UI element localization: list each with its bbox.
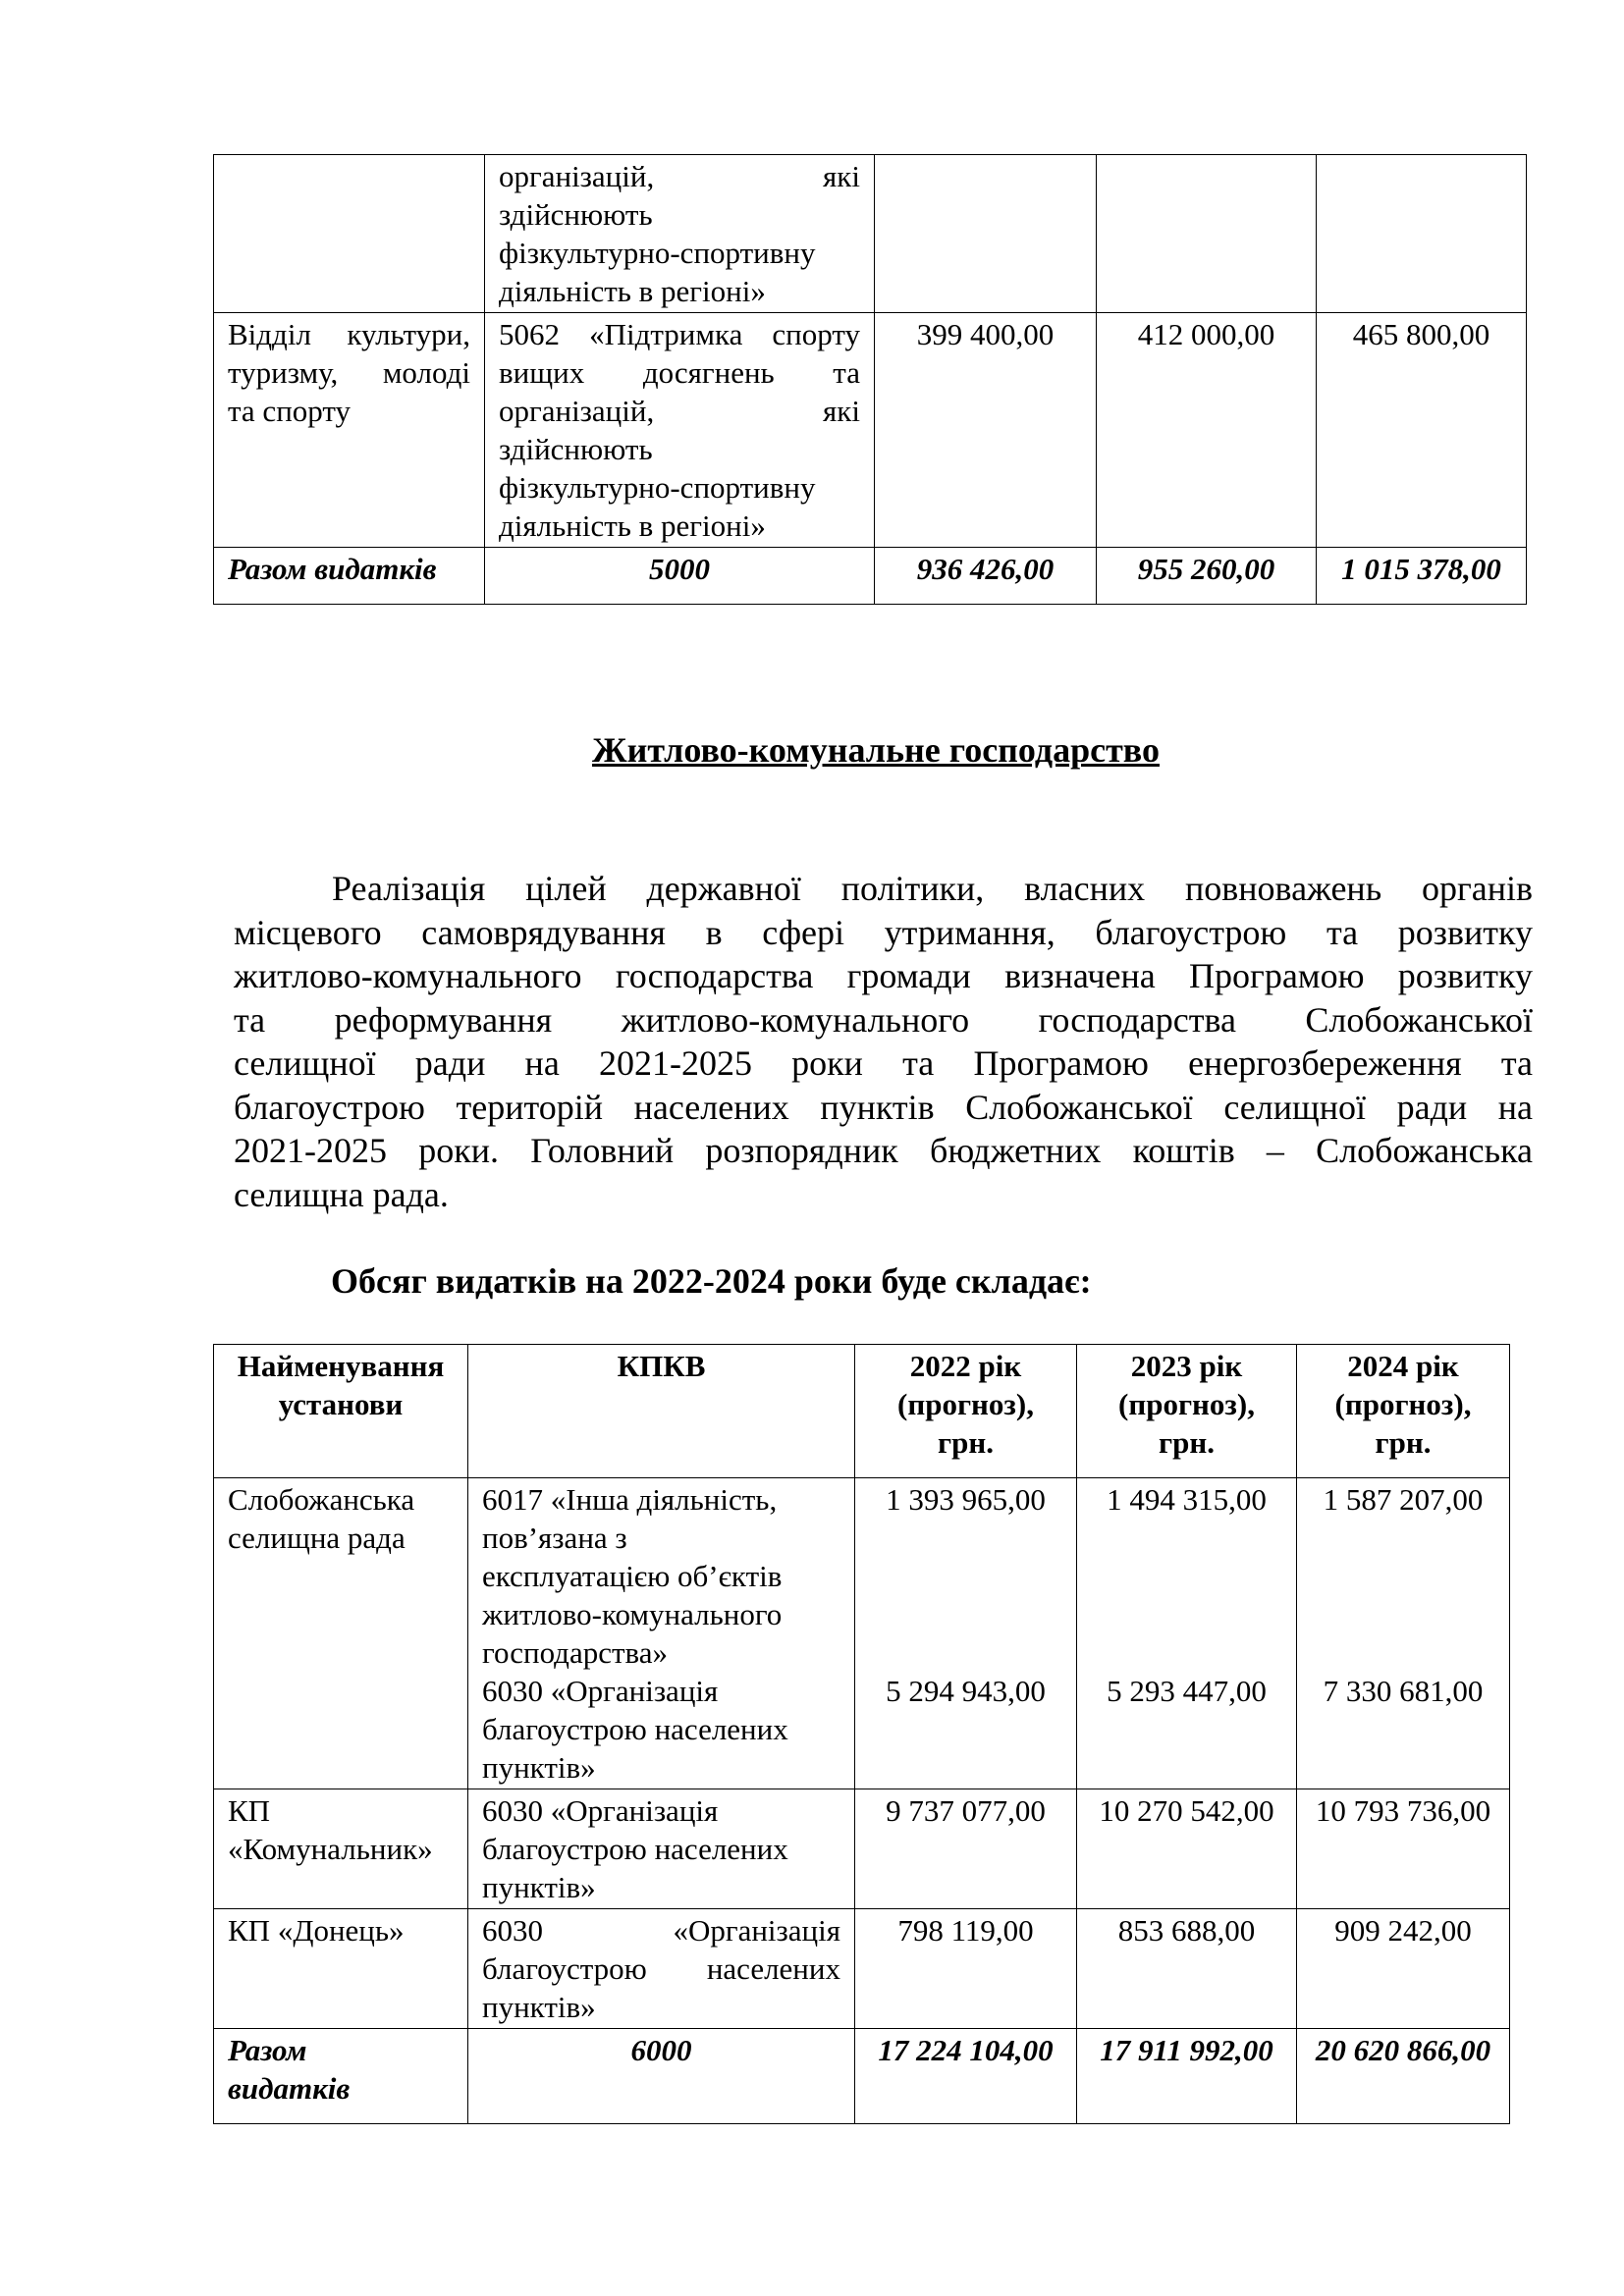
value-2022-cell: 798 119,00 bbox=[855, 1909, 1077, 2029]
kpkv-line: організацій, які bbox=[499, 159, 860, 193]
total-2024: 20 620 866,00 bbox=[1297, 2029, 1510, 2124]
kpkv-line: фізкультурно-спортивну bbox=[499, 470, 816, 505]
total-2023: 17 911 992,00 bbox=[1077, 2029, 1297, 2124]
value-2022-cell: 1 393 965,00 5 294 943,00 bbox=[855, 1478, 1077, 1789]
sport-expenses-table bbox=[213, 154, 1527, 605]
value-2023-cell: 1 494 315,00 5 293 447,00 bbox=[1077, 1478, 1297, 1789]
section-heading: Житлово-комунальне господарство bbox=[592, 730, 1160, 770]
table-row bbox=[214, 155, 1527, 313]
kpkv-line: 5062 «Підтримка спорту bbox=[499, 317, 860, 351]
paragraph-line: Реалізація цілей державної політики, власних повноважень органів bbox=[332, 869, 1533, 908]
kpkv-cell: 6030 «Організація благоустрою населених пунктів» bbox=[468, 1789, 855, 1909]
total-row bbox=[214, 2029, 1510, 2124]
table-row bbox=[214, 1789, 1510, 1909]
housing-expenses-table bbox=[213, 1344, 1510, 2124]
institution-cell: КП «Комунальник» bbox=[214, 1789, 468, 1909]
value-2023-cell: 853 688,00 bbox=[1077, 1909, 1297, 2029]
kpkv-line: організацій, які bbox=[499, 394, 860, 428]
table-row bbox=[214, 1909, 1510, 2029]
value-2022-cell bbox=[875, 155, 1097, 313]
kpkv-cell: 6030 «Організація благоустрою населених пунктів» bbox=[468, 1909, 855, 2029]
value-2023-cell: 10 270 542,00 bbox=[1077, 1789, 1297, 1909]
volume-heading: Обсяг видатків на 2022-2024 роки буде складає: bbox=[331, 1261, 1092, 1301]
total-2024: 1 015 378,00 bbox=[1317, 548, 1527, 605]
institution-cell: Слобожанська селищна рада bbox=[214, 1478, 468, 1789]
intro-paragraph bbox=[234, 867, 1533, 1216]
value-2022-cell: 9 737 077,00 bbox=[855, 1789, 1077, 1909]
kpkv-line: здійснюють bbox=[499, 197, 653, 232]
value-2024-cell bbox=[1317, 155, 1527, 313]
value-2024-cell: 909 242,00 bbox=[1297, 1909, 1510, 2029]
value-2023-cell: 412 000,00 bbox=[1097, 313, 1317, 548]
table-row bbox=[214, 313, 1527, 548]
kpkv-line: діяльність в регіоні» bbox=[499, 508, 766, 543]
paragraph-line: місцевого самоврядування в сфері утримання, благоустрою та розвитку bbox=[234, 912, 1533, 952]
table-row bbox=[214, 1478, 1510, 1789]
total-2023: 955 260,00 bbox=[1097, 548, 1317, 605]
paragraph-line: житлово-комунального господарства громади визначена Програмою розвитку bbox=[234, 956, 1533, 995]
paragraph-line: благоустрою територій населених пунктів Слобожанської селищної ради на bbox=[234, 1087, 1533, 1127]
total-2022: 936 426,00 bbox=[875, 548, 1097, 605]
kpkv-cell bbox=[485, 155, 875, 313]
value-2024-cell: 465 800,00 bbox=[1317, 313, 1527, 548]
total-2022: 17 224 104,00 bbox=[855, 2029, 1077, 2124]
institution-cell bbox=[214, 155, 485, 313]
kpkv-cell: 6017 «Інша діяльність, пов’язана з експлуатацією об’єктів житлово-комунального господарства» 6030 «Організація благоустрою населених пунктів» bbox=[468, 1478, 855, 1789]
header-kpkv: КПКВ bbox=[468, 1345, 855, 1478]
value-2024-cell: 1 587 207,00 7 330 681,00 bbox=[1297, 1478, 1510, 1789]
header-2023: 2023 рік (прогноз), грн. bbox=[1077, 1345, 1297, 1478]
paragraph-line: 2021-2025 роки. Головний розпорядник бюджетних коштів – Слобожанська bbox=[234, 1131, 1533, 1170]
paragraph-line: та реформування житлово-комунального господарства Слобожанської bbox=[234, 999, 1533, 1040]
kpkv-line: фізкультурно-спортивну bbox=[499, 236, 816, 270]
total-label: Разом видатків bbox=[214, 548, 485, 605]
value-2024-cell: 10 793 736,00 bbox=[1297, 1789, 1510, 1909]
institution-cell bbox=[214, 313, 485, 548]
kpkv-line: вищих досягнень та bbox=[499, 355, 860, 390]
paragraph-line: селищної ради на 2021-2025 роки та Програмою енергозбереження та bbox=[234, 1043, 1533, 1083]
institution-line: туризму, молоді bbox=[228, 355, 470, 390]
kpkv-line: діяльність в регіоні» bbox=[499, 274, 766, 308]
header-row bbox=[214, 1345, 1510, 1478]
header-2022: 2022 рік (прогноз), грн. bbox=[855, 1345, 1077, 1478]
value-2023-cell bbox=[1097, 155, 1317, 313]
kpkv-line: здійснюють bbox=[499, 432, 653, 466]
total-kpkv: 6000 bbox=[468, 2029, 855, 2124]
total-row bbox=[214, 548, 1527, 605]
institution-line: та спорту bbox=[228, 394, 352, 428]
kpkv-cell bbox=[485, 313, 875, 548]
value-2022-cell: 399 400,00 bbox=[875, 313, 1097, 548]
header-institution: Найменування установи bbox=[214, 1345, 468, 1478]
header-2024: 2024 рік (прогноз), грн. bbox=[1297, 1345, 1510, 1478]
paragraph-line: селищна рада. bbox=[234, 1174, 449, 1214]
institution-cell: КП «Донець» bbox=[214, 1909, 468, 2029]
total-kpkv: 5000 bbox=[485, 548, 875, 605]
total-label: Разом видатків bbox=[214, 2029, 468, 2124]
institution-line: Відділ культури, bbox=[228, 317, 470, 351]
